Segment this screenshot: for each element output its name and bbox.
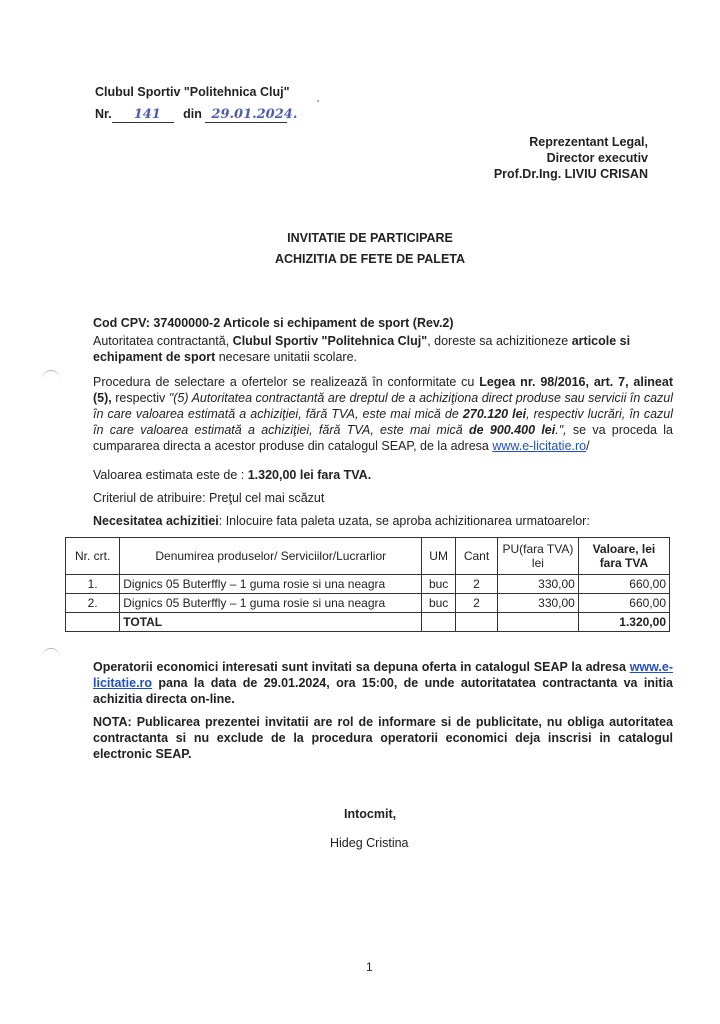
cell-pu: 330,00 bbox=[498, 575, 579, 594]
seap-link[interactable]: www.e-licitatie.ro bbox=[93, 660, 673, 690]
cell-um: buc bbox=[422, 594, 456, 613]
procedure-amount1: 270.120 lei bbox=[462, 407, 527, 421]
seap-link[interactable]: www.e-licitatie.ro bbox=[492, 439, 587, 453]
col-cant: Cant bbox=[456, 538, 498, 575]
recipient-line1: Reprezentant Legal, bbox=[529, 135, 648, 149]
date-field bbox=[205, 107, 298, 123]
procedure-text: respectiv bbox=[111, 391, 169, 405]
nr-label: Nr. bbox=[95, 107, 112, 121]
cell-um: buc bbox=[422, 575, 456, 594]
procedure-amount2: de 900.400 lei bbox=[469, 423, 556, 437]
cell-pu: 330,00 bbox=[498, 594, 579, 613]
page-number: 1 bbox=[366, 960, 373, 974]
col-nr: Nr. crt. bbox=[66, 538, 120, 575]
intro-text: necesare unitatii scolare. bbox=[215, 350, 357, 364]
cell-empty bbox=[422, 613, 456, 632]
estimated-amount: 1.320,00 lei fara TVA. bbox=[247, 468, 372, 482]
cell-name: Dignics 05 Buterffly – 1 guma rosie si una neagra bbox=[120, 594, 422, 613]
cell-empty bbox=[66, 613, 120, 632]
procedure-quote: .", bbox=[555, 423, 567, 437]
cell-empty bbox=[456, 613, 498, 632]
recipient-block bbox=[494, 134, 648, 182]
procedure-paragraph bbox=[93, 374, 673, 454]
col-val: Valoare, lei fara TVA bbox=[578, 538, 669, 575]
signature-label: Intocmit, bbox=[344, 807, 397, 821]
cell-val: 660,00 bbox=[578, 594, 669, 613]
operators-text: Operatorii economici interesati sunt invitati sa depuna oferta in catalogul SEAP la adresa bbox=[93, 660, 630, 674]
date-value: 29.01.2024. bbox=[211, 107, 298, 122]
col-name: Denumirea produselor/ Serviciilor/Lucrarlior bbox=[120, 538, 422, 575]
din-label: din bbox=[183, 107, 202, 121]
recipient-line3: Prof.Dr.Ing. LIVIU CRISAN bbox=[493, 167, 648, 181]
procedure-text: se va proceda la cumpararea directa a acestor produse din catalogul SEAP, de la adresa bbox=[93, 423, 673, 453]
nr-value: 141 bbox=[133, 107, 161, 122]
operators-paragraph bbox=[93, 659, 673, 707]
award-criterion: Criteriul de atribuire: Preţul cel mai scăzut bbox=[93, 491, 325, 505]
necessity-line bbox=[93, 513, 673, 529]
nr-field bbox=[112, 107, 174, 123]
table-header-row bbox=[66, 538, 670, 575]
intro-text: Autoritatea contractantă, bbox=[93, 334, 233, 348]
total-label: TOTAL bbox=[120, 613, 422, 632]
table-row bbox=[66, 594, 670, 613]
scan-dot bbox=[317, 100, 319, 102]
procedure-text: / bbox=[586, 439, 590, 453]
recipient-line2: Director executiv bbox=[546, 151, 648, 165]
table-total-row bbox=[66, 613, 670, 632]
table-row bbox=[66, 575, 670, 594]
cpv-code: Cod CPV: 37400000-2 Articole si echipament de sport (Rev.2) bbox=[93, 316, 454, 330]
intro-text: , doreste sa achizitioneze bbox=[427, 334, 572, 348]
procedure-quote: , respectiv lucrări, în cazul în care valoarea estimată a achiziţiei, fără TVA, este mai mică bbox=[93, 407, 674, 437]
intro-paragraph bbox=[93, 333, 673, 365]
scan-mark bbox=[42, 370, 60, 379]
items-table bbox=[65, 537, 670, 632]
col-um: UM bbox=[422, 538, 456, 575]
cell-nr: 1. bbox=[66, 575, 120, 594]
title-line2: ACHIZITIA DE FETE DE PALETA bbox=[274, 252, 466, 266]
necessity-label: Necesitatea achizitiei bbox=[93, 514, 219, 528]
cell-nr: 2. bbox=[66, 594, 120, 613]
cell-val: 660,00 bbox=[578, 575, 669, 594]
intro-club: Clubul Sportiv "Politehnica Cluj" bbox=[232, 334, 428, 348]
estimated-label: Valoarea estimata este de : bbox=[93, 468, 248, 482]
scan-mark bbox=[42, 648, 60, 657]
estimated-value bbox=[93, 467, 673, 483]
procedure-quote: "(5) Autoritatea contractantă are dreptul de a achiziţiona direct produse sau servicii în cazul în care valoarea estimată a achiziţiei, fără TVA, este mai mică de bbox=[93, 391, 673, 421]
col-pu: PU(fara TVA) lei bbox=[498, 538, 579, 575]
cell-empty bbox=[498, 613, 579, 632]
cell-cant: 2 bbox=[456, 594, 498, 613]
procedure-text: Procedura de selectare a ofertelor se realizează în conformitate cu bbox=[93, 375, 480, 389]
title-line1: INVITATIE DE PARTICIPARE bbox=[287, 231, 453, 245]
procedure-law: Legea nr. 98/2016, art. 7, alineat (5), bbox=[93, 375, 673, 405]
necessity-text: : Inlocuire fata paleta uzata, se aproba achizitionarea urmatoarelor: bbox=[218, 514, 590, 528]
signature-name: Hideg Cristina bbox=[330, 836, 409, 850]
cell-name: Dignics 05 Buterffly – 1 guma rosie si una neagra bbox=[120, 575, 422, 594]
club-name: Clubul Sportiv "Politehnica Cluj" bbox=[95, 85, 290, 99]
document-title bbox=[0, 228, 720, 270]
registration-number bbox=[95, 107, 298, 123]
intro-items: articole si echipament de sport bbox=[93, 334, 631, 364]
cell-cant: 2 bbox=[456, 575, 498, 594]
operators-text: pana la data de 29.01.2024, ora 15:00, de unde autoritatatea contractanta va initia achizitia directa on-line. bbox=[93, 676, 673, 706]
nota-paragraph: NOTA: Publicarea prezentei invitatii are rol de informare si de publicitate, nu obliga autoritatea contractanta si nu exclude de la procedura operatorii economici deja inscrisi in catalogul electronic SEAP. bbox=[93, 715, 673, 761]
total-value: 1.320,00 bbox=[578, 613, 669, 632]
